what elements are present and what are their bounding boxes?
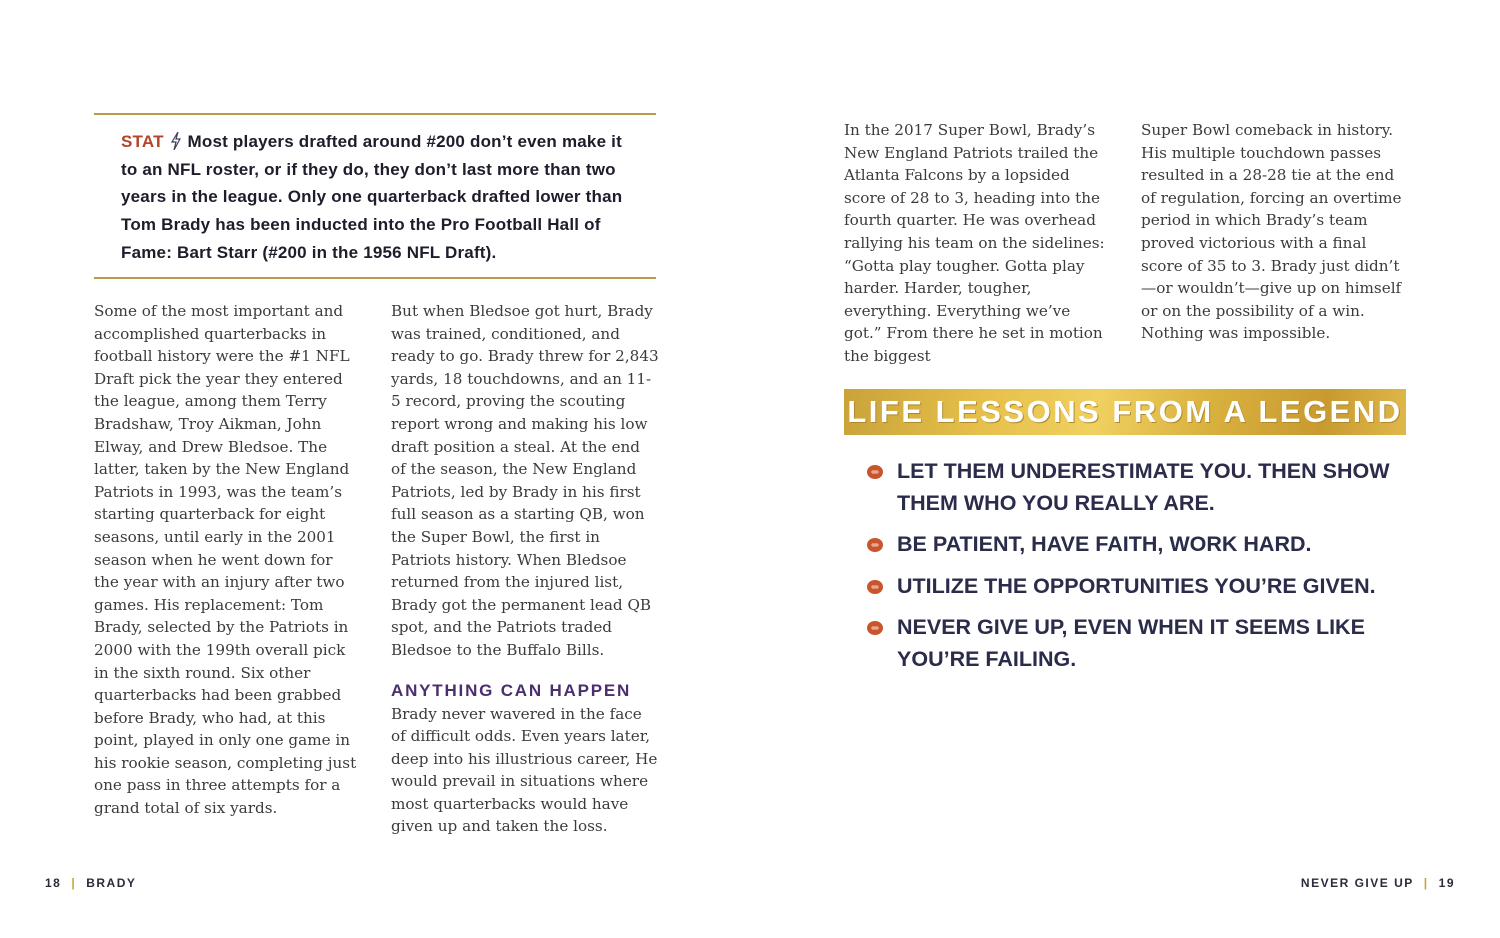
stat-callout (121, 128, 641, 267)
football-icon (866, 579, 884, 595)
left-page-footer (45, 876, 136, 890)
lesson-item (866, 612, 1406, 675)
left-col1-paragraph: Some of the most important and accomplished quarterbacks in football history were the #1 NFL Draft pick the year they entered the league, among them Terry Bradshaw, Troy Aikman, John Elway, and Drew Bledsoe. The latter, taken by the New England Patriots in 1993, was the team’s starting quarterback for eight seasons, until early in the 2001 season when he went down for the year with an injury after two games. His replacement: Tom Brady, selected by the Patriots in 2000 with the 199th overall pick in the sixth round. Six other quarterbacks had been grabbed before Brady, who had, at this point, played in only one game in his rookie season, completing just one pass in three attempts for a grand total of six yards. (94, 302, 357, 818)
right-body-column-2 (1141, 119, 1411, 345)
right-page-footer (1301, 876, 1455, 890)
footer-separator: | (1423, 876, 1429, 890)
right-page-number: 19 (1438, 876, 1455, 890)
left-body-column-2 (391, 300, 659, 838)
subhead-anything-can-happen: ANYTHING CAN HAPPEN (391, 680, 632, 700)
lesson-text: BE PATIENT, HAVE FAITH, WORK HARD. (897, 532, 1312, 556)
stat-text: Most players drafted around #200 don’t even make it to an NFL roster, or if they do, they don’t last more than two years in the league. Only one quarterback drafted lower than Tom Brady has been inducted into the Pro Football Hall of Fame: Bart Starr (#200 in the 1956 NFL Draft). (121, 132, 623, 262)
football-icon (866, 464, 884, 480)
stat-label: STAT (121, 132, 164, 151)
left-running-title: BRADY (86, 876, 137, 890)
life-lessons-banner (844, 389, 1406, 435)
football-icon (866, 537, 884, 553)
lesson-text: NEVER GIVE UP, EVEN WHEN IT SEEMS LIKE YOU’RE FAILING. (897, 615, 1365, 671)
right-body-column-1 (844, 119, 1112, 368)
lesson-text: LET THEM UNDERESTIMATE YOU. THEN SHOW THEM WHO YOU REALLY ARE. (897, 459, 1390, 515)
lesson-item (866, 529, 1406, 561)
footer-separator: | (71, 876, 77, 890)
lesson-text: UTILIZE THE OPPORTUNITIES YOU’RE GIVEN. (897, 573, 1376, 598)
stat-top-rule (94, 113, 656, 115)
banner-title: LIFE LESSONS FROM A LEGEND (847, 394, 1403, 429)
right-col1-paragraph: In the 2017 Super Bowl, Brady’s New England Patriots trailed the Atlanta Falcons by a lopsided score of 28 to 3, heading into the fourth quarter. He was overhead rallying his team on the sidelines: “Gotta play tougher. Gotta play harder. Harder, tougher, everything. Everything we’ve got.” From there he set in motion the biggest (844, 121, 1105, 365)
left-body-column-1 (94, 300, 360, 820)
football-icon (866, 620, 884, 636)
left-col2-paragraph-1: But when Bledsoe got hurt, Brady was trained, conditioned, and ready to go. Brady threw for 2,843 yards, 18 touchdowns, and an 11-5 record, proving the scouting report wrong and making his low draft position a steal. At the end of the season, the New England Patriots, led by Brady in his first full season as a starting QB, won the Super Bowl, the first in Patriots history. When Bledsoe returned from the injured list, Brady got the permanent lead QB spot, and the Patriots traded Bledsoe to the Buffalo Bills. (391, 302, 659, 659)
lesson-item (866, 456, 1406, 519)
left-page-number: 18 (45, 876, 62, 890)
left-col2-paragraph-2: Brady never wavered in the face of difficult odds. Even years later, deep into his illustrious career, He would prevail in situations where most quarterbacks would have given up and taken the loss. (391, 704, 658, 836)
stat-bottom-rule (94, 277, 656, 279)
right-running-title: NEVER GIVE UP (1300, 876, 1414, 890)
life-lessons-list (866, 456, 1406, 685)
lesson-item (866, 571, 1406, 603)
lightning-bolt-icon (169, 128, 183, 156)
right-col2-paragraph: Super Bowl comeback in history. His multiple touchdown passes resulted in a 28-28 tie at the end of regulation, forcing an overtime period in which Brady’s team proved victorious with a final score of 35 to 3. Brady just didn’t—or wouldn’t—give up on himself or on the possibility of a win. Nothing was impossible. (1141, 121, 1402, 343)
